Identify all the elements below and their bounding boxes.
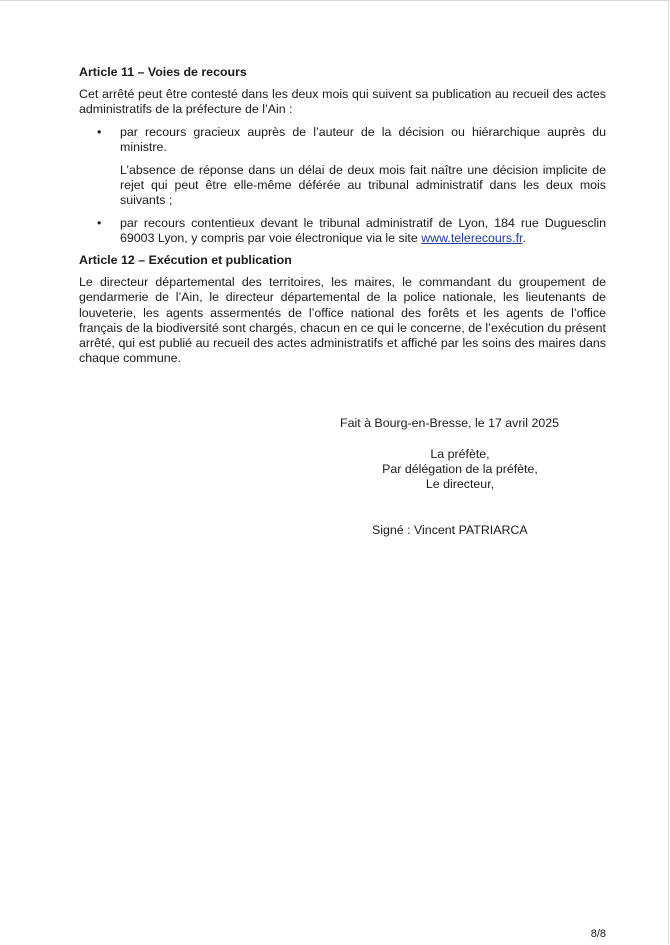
article-12-body: Le directeur départemental des territoires, les maires, le commandant du groupement de gendarmerie de l’Ain, le directeur départemental de la police nationale, les lieutenants de louveterie, les agents assermentés de l’office national des forêts et les agents de l’office français de la biodiversité sont chargés, chacun en ce qui le concerne, de l’exécution du présent arrêté, qui est publié au recueil des actes administratifs et affiché par les soins des maires dans chaque commune. xyxy=(79,275,606,366)
recourse-list xyxy=(79,125,606,246)
article-11-heading: Article 11 – Voies de recours xyxy=(79,65,247,79)
page-number: 8/8 xyxy=(590,928,606,940)
bullet-icon: • xyxy=(97,124,102,139)
signatory-title: La préfète, xyxy=(430,447,490,461)
document-body xyxy=(79,65,606,366)
director-line: Le directeur, xyxy=(425,477,495,492)
article-12-heading: Article 12 – Exécution et publication xyxy=(79,253,292,268)
signature-block xyxy=(365,447,555,493)
list-item xyxy=(79,125,606,209)
article-11-intro: Cet arrêté peut être contesté dans les deux mois qui suivent sa publication au recueil des actes administratifs de la préfecture de l’Ain : xyxy=(79,87,606,117)
telerecours-link[interactable]: www.telerecours.fr xyxy=(421,230,523,245)
list-item xyxy=(79,216,606,246)
place-date: Fait à Bourg-en-Bresse, le 17 avril 2025 xyxy=(340,416,560,430)
recourse-contentieux-body: par recours contentieux devant le tribunal administratif de Lyon, 184 rue Duguesclin 69003 Lyon, y compris par voie électronique via le site xyxy=(120,215,606,245)
bullet-icon: • xyxy=(97,215,102,230)
recourse-contentieux-end: . xyxy=(522,230,526,245)
recourse-gracieux-text: par recours gracieux auprès de l’auteur de la décision ou hiérarchique auprès du ministre. xyxy=(120,124,606,154)
recourse-gracieux-detail: L’absence de réponse dans un délai de deux mois fait naître une décision implicite de rejet qui peut être elle-même déférée au tribunal administratif dans les deux mois suivants ; xyxy=(120,163,606,208)
signed-by: Signé : Vincent PATRIARCA xyxy=(372,523,528,537)
recourse-contentieux-text xyxy=(120,216,606,246)
delegation-line: Par délégation de la préfète, xyxy=(382,462,538,477)
